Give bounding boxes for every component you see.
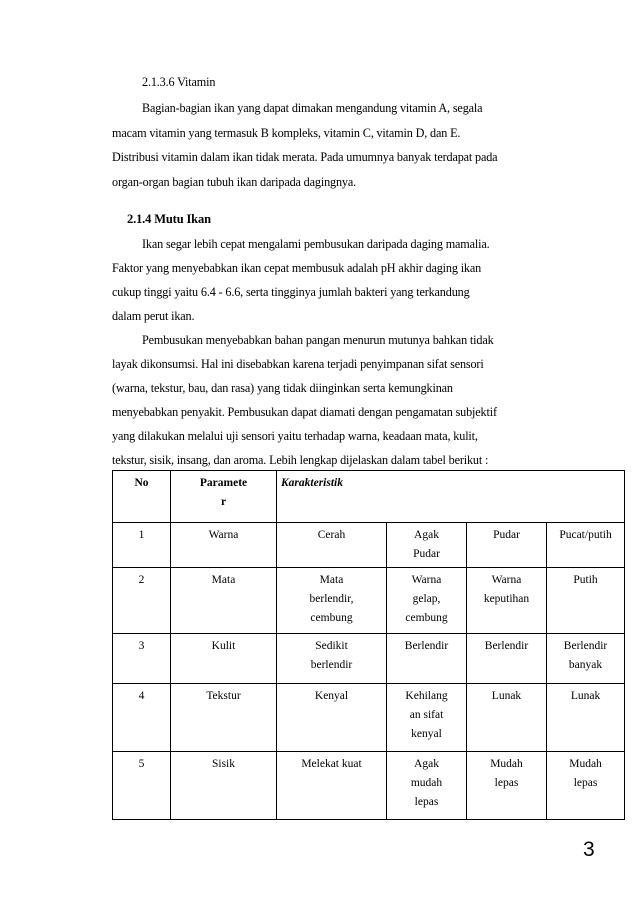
cell-value: Kenyal (277, 684, 387, 752)
paragraph-line: dalam perut ikan. (112, 309, 195, 323)
paragraph-line: Faktor yang menyebabkan ikan cepat membusuk adalah pH akhir daging ikan (112, 261, 482, 275)
cell-value: Cerah (277, 523, 387, 568)
header-no: No (113, 471, 171, 523)
page-number: 3 (583, 838, 595, 861)
cell-no: 1 (113, 523, 171, 568)
cell-value: Berlendir banyak (547, 634, 625, 684)
cell-value: Lunak (547, 684, 625, 752)
cell-no: 3 (113, 634, 171, 684)
cell-value: Mudah lepas (547, 752, 625, 820)
cell-value: Pudar (467, 523, 547, 568)
paragraph-line: Bagian-bagian ikan yang dapat dimakan mengandung vitamin A, segala (142, 101, 483, 115)
table-row (113, 634, 625, 684)
cell-param: Tekstur (171, 684, 277, 752)
paragraph-line: Pembusukan menyebabkan bahan pangan menurun mutunya bahkan tidak (142, 333, 494, 347)
fish-quality-table (112, 470, 625, 820)
paragraph-line: tekstur, sisik, insang, dan aroma. Lebih lengkap dijelaskan dalam tabel berikut : (112, 453, 489, 467)
cell-value: Pucat/putih (547, 523, 625, 568)
cell-value: Agak Pudar (387, 523, 467, 568)
cell-no: 2 (113, 568, 171, 634)
cell-value: Sedikit berlendir (277, 634, 387, 684)
cell-param: Kulit (171, 634, 277, 684)
table-header-row (113, 471, 625, 523)
paragraph-line: yang dilakukan melalui uji sensori yaitu terhadap warna, keadaan mata, kulit, (112, 429, 478, 443)
cell-value: Berlendir (387, 634, 467, 684)
paragraph-line: cukup tinggi yaitu 6.4 - 6.6, serta tingginya jumlah bakteri yang terkandung (112, 285, 470, 299)
paragraph-line: organ-organ bagian tubuh ikan daripada dagingnya. (112, 175, 356, 189)
table-row (113, 523, 625, 568)
table-row (113, 684, 625, 752)
cell-value: Agak mudah lepas (387, 752, 467, 820)
cell-no: 4 (113, 684, 171, 752)
cell-value: Warna keputihan (467, 568, 547, 634)
cell-param: Sisik (171, 752, 277, 820)
cell-value: Mata berlendir, cembung (277, 568, 387, 634)
cell-no: 5 (113, 752, 171, 820)
cell-value: Putih (547, 568, 625, 634)
cell-param: Mata (171, 568, 277, 634)
cell-value: Warna gelap, cembung (387, 568, 467, 634)
cell-value: Mudah lepas (467, 752, 547, 820)
cell-param: Warna (171, 523, 277, 568)
cell-value: Kehilang an sifat kenyal (387, 684, 467, 752)
section-title-mutu-ikan: 2.1.4 Mutu Ikan (127, 212, 211, 226)
paragraph-line: layak dikonsumsi. Hal ini disebabkan karena terjadi penyimpanan sifat sensori (112, 357, 484, 371)
header-parameter: Paramete r (171, 471, 277, 523)
table-row (113, 568, 625, 634)
header-karakteristik: Karakteristik (277, 471, 625, 523)
paragraph-line: macam vitamin yang termasuk B kompleks, vitamin C, vitamin D, dan E. (112, 126, 461, 140)
subsection-title-vitamin: 2.1.3.6 Vitamin (142, 75, 216, 89)
paragraph-line: Distribusi vitamin dalam ikan tidak merata. Pada umumnya banyak terdapat pada (112, 150, 498, 164)
paragraph-line: Ikan segar lebih cepat mengalami pembusukan daripada daging mamalia. (142, 237, 490, 251)
paragraph-line: (warna, tekstur, bau, dan rasa) yang tidak diinginkan serta kemungkinan (112, 381, 453, 395)
paragraph-line: menyebabkan penyakit. Pembusukan dapat diamati dengan pengamatan subjektif (112, 405, 497, 419)
cell-value: Berlendir (467, 634, 547, 684)
cell-value: Lunak (467, 684, 547, 752)
table-row (113, 752, 625, 820)
cell-value: Melekat kuat (277, 752, 387, 820)
